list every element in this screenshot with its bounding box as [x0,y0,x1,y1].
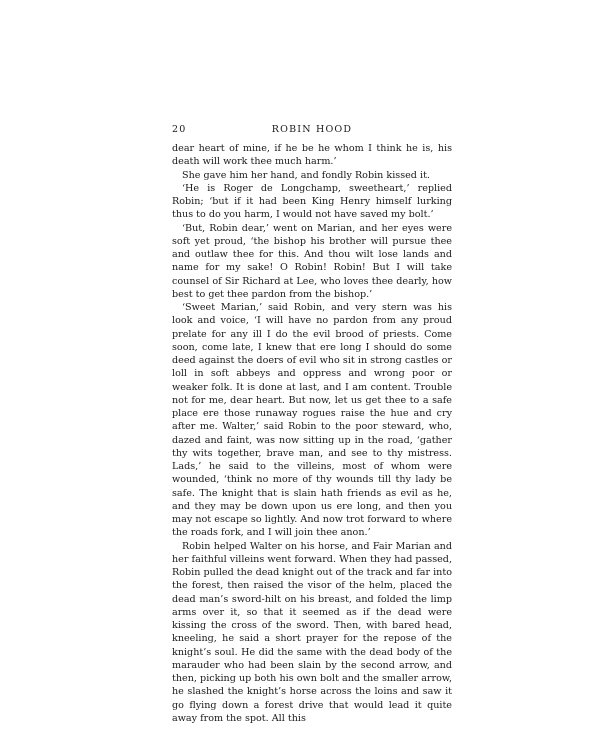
paragraph: ‘But, Robin dear,’ went on Marian, and her eyes were soft yet proud, ‘the bishop his brother will pursue thee and outlaw thee for this. And thou wilt lose lands and name for my sake! O Robin! Robin! But I will take counsel of Sir Richard at Lee, who loves thee dearly, how best to get thee pardon from the bishop.’ [172,222,452,300]
running-title: ROBIN HOOD [271,124,353,135]
paragraph: She gave him her hand, and fondly Robin kissed it. [182,169,430,181]
paragraph: ‘He is Roger de Longchamp, sweetheart,’ replied Robin; ‘but if it had been King Henry himself lurking thus to do you harm, I would not have saved my bolt.’ [172,182,452,221]
paragraph: Robin helped Walter on his horse, and Fair Marian and her faithful villeins went forward. When they had passed, Robin pulled the dead knight out of the track and far into the forest, then raised the visor of the helm, placed the dead man’s sword-hilt on his breast, and folded the limp arms over it, so that it seemed as if the dead were kissing the cross of the sword. Then, with bared head, kneeling, he said a short prayer for the repose of the knight’s soul. He did the same with the dead body of the marauder who had been slain by the second arrow, and then, picking up both his own bolt and the smaller arrow, he slashed the knight’s horse across the loins and saw it go flying down a forest drive that would lead it quite away from the spot. All this [172,540,452,724]
running-head [172,124,452,140]
page-number: 20 [172,124,187,135]
paragraph: ‘Sweet Marian,’ said Robin, and very stern was his look and voice, ‘I will have no pardon from any proud prelate for any ill I do the evil brood of priests. Come soon, come late, I knew that ere long I should do some deed against the doers of evil who sit in strong castles or loll in soft abbeys and oppress and wrong poor or weaker folk. It is done at last, and I am content. Trouble not for me, dear heart. But now, let us get thee to a safe place ere those runaway rogues raise the hue and cry after me. Walter,’ said Robin to the poor steward, who, dazed and faint, was now sitting up in the road, ‘gather thy wits together, brave man, and see to thy mistress. Lads,’ he said to the villeins, most of whom were wounded, ‘think no more of thy wounds till thy lady be safe. The knight that is slain hath friends as evil as he, and they may be down upon us ere long, and then you may not escape so lightly. And now trot forward to where the roads fork, and I will join thee anon.’ [172,302,452,539]
paragraph: dear heart of mine, if he be he whom I think he is, his death will work thee much harm.’ [172,143,452,168]
text-block [172,124,452,725]
